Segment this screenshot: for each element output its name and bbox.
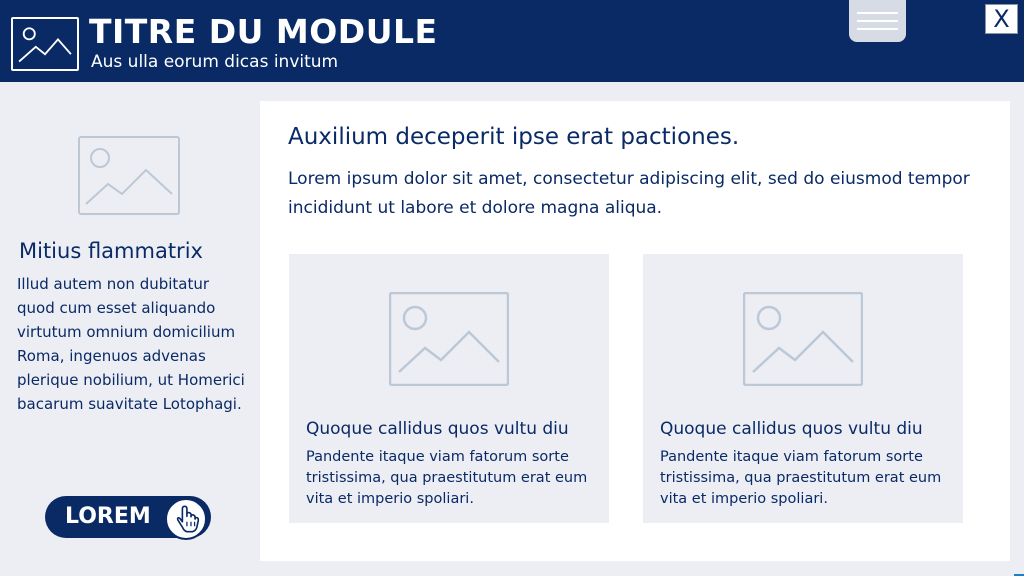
close-button[interactable]: X <box>985 4 1018 34</box>
menu-bar <box>857 28 898 30</box>
info-card-title: Quoque callidus quos vultu diu <box>660 419 923 439</box>
hamburger-menu-icon[interactable] <box>849 0 906 42</box>
module-title: TITRE DU MODULE <box>89 12 438 51</box>
info-card-title: Quoque callidus quos vultu diu <box>306 419 569 439</box>
sidebar-title: Mitius flammatrix <box>19 239 203 263</box>
pointing-hand-icon <box>165 498 207 540</box>
sidebar-text: Illud autem non dubitatur quod cum esset aliquando virtutum omnium domicilium Roma, ingenuos advenas plerique nobilium, ut Homerici bacarum suavitate Lotophagi. <box>17 275 245 413</box>
info-card <box>289 254 609 523</box>
menu-bar <box>857 12 898 14</box>
lorem-button-label: LOREM <box>65 504 151 529</box>
image-placeholder-icon <box>78 136 180 215</box>
module-subtitle: Aus ulla eorum dicas invitum <box>91 52 339 72</box>
sidebar <box>0 82 258 576</box>
info-card <box>643 254 963 523</box>
content-heading: Auxilium deceperit ipse erat pactiones. <box>288 124 740 150</box>
image-placeholder-icon <box>11 17 79 71</box>
info-card-text: Pandente itaque viam fatorum sorte tristissima, qua praestitutum erat eum vita et imperio spoliari. <box>660 449 942 507</box>
lorem-button[interactable] <box>45 496 211 538</box>
menu-bar <box>857 20 898 22</box>
image-placeholder-icon <box>389 292 509 386</box>
header-bar <box>0 0 1024 82</box>
content-text: Lorem ipsum dolor sit amet, consectetur adipiscing elit, sed do eiusmod tempor incididunt ut labore et dolore magna aliqua. <box>288 169 970 218</box>
content-card <box>260 101 1010 561</box>
info-card-text: Pandente itaque viam fatorum sorte tristissima, qua praestitutum erat eum vita et imperio spoliari. <box>306 449 588 507</box>
image-placeholder-icon <box>743 292 863 386</box>
